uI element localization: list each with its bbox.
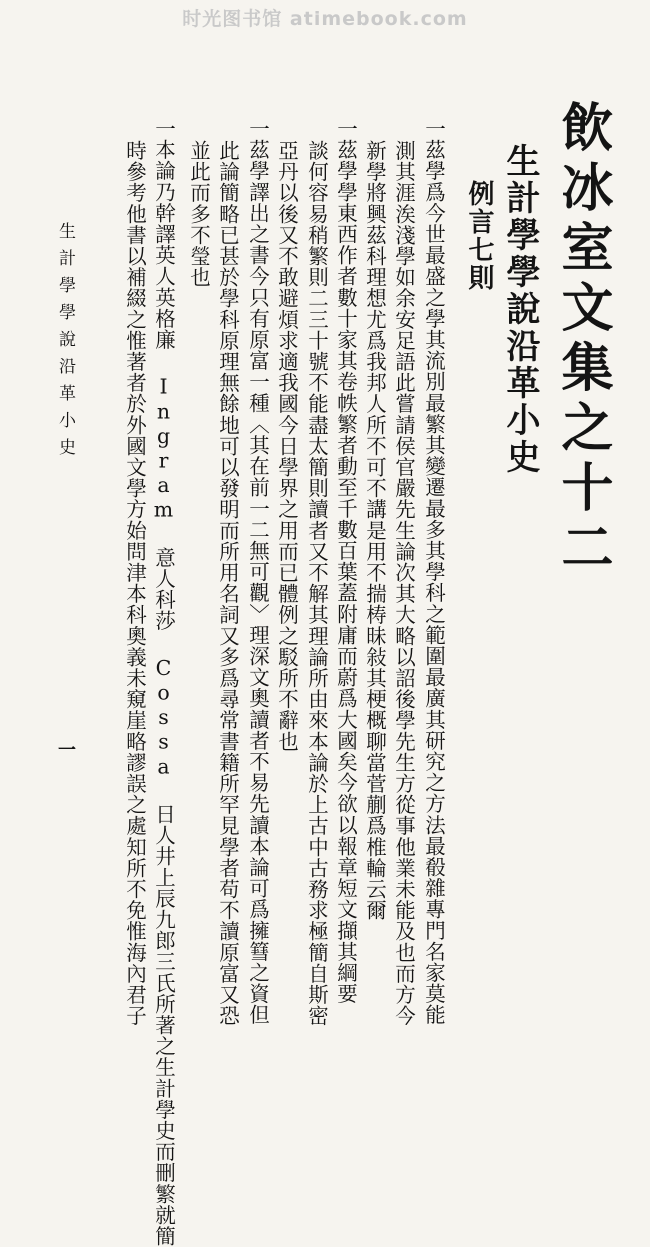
watermark: 时光图书馆 atimebook.com: [182, 8, 468, 30]
body-column: 亞丹以後又不敢避煩求適我國今日學界之用而已體例之駁所不辭也: [274, 140, 299, 752]
body-column: 一茲學譯出之書今只有原富一種〈其在前一二無可觀〉理深文奧讀者不易先讀本論可爲擁篲之資但: [245, 118, 270, 1026]
body-column: 測其涯涘淺學如余安足語此嘗請侯官嚴先生論次其大略以詔後學先生方從事他業未能及也而方今: [391, 140, 416, 1027]
body-column: 一本論乃幹譯英人英格廉 Ingram 意人科莎 Cossa 日人井上辰九郎三氏所著之生計學史而刪繁就簡: [151, 118, 176, 1247]
body-column: 此論簡略已甚於學科原理無餘地可以發明而所用名詞又多爲尋常書籍所罕見學者苟不讀原富又恐: [215, 140, 240, 1027]
body-column: 談何容易稍繁則二三十號不能盡太簡則讀者又不解其理論所由來本論於上古中古務求極簡自斯密: [304, 140, 329, 1027]
body-column: 一茲學爲今世最盛之學其流別最繁其變遷最多其學科之範圍最廣其研究之方法最殽雜專門名家莫能: [421, 118, 446, 1026]
work-title: 生計學學說沿革小史: [500, 143, 540, 476]
body-column: 並此而多不瑩也: [186, 140, 211, 288]
volume-title: 飲冰室文集之十二: [552, 100, 613, 580]
body-column: 新學將興茲科理想尤爲我邦人所不可不講是用不揣梼昧敍其梗概聊當菅蒯爲椎輪云爾: [362, 140, 387, 921]
section-title: 例言七則: [464, 180, 494, 292]
running-title: 生計學學說沿革小史: [55, 222, 75, 465]
page-number: 一: [55, 740, 76, 758]
body-column: 一茲學學東西作者數十家其卷帙繁者動至千數百葉蓋附庸而蔚爲大國矣今欲以報章短文擷其綱要: [333, 118, 358, 1005]
body-column: 時參考他書以補綴之惟著者於外國文學方始問津本科奧義未窺崖略謬誤之處知所不免惟海內君子: [122, 140, 147, 1027]
